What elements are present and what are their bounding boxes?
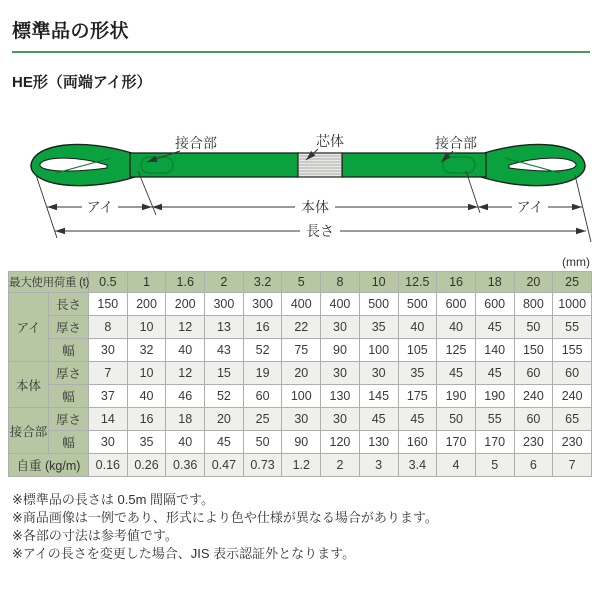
- value-cell: 400: [282, 293, 321, 316]
- footnote: ※標準品の長さは 0.5m 間隔です。: [12, 492, 214, 507]
- value-cell: 4: [437, 454, 476, 477]
- table-row: [9, 408, 592, 431]
- row-label-cell: 幅: [49, 339, 89, 362]
- load-value-header-cell: 5: [282, 272, 321, 293]
- value-cell: 150: [514, 339, 553, 362]
- value-cell: 190: [437, 385, 476, 408]
- row-label-cell: 長さ: [49, 293, 89, 316]
- value-cell: 0.47: [205, 454, 244, 477]
- value-cell: 500: [359, 293, 398, 316]
- value-cell: 500: [398, 293, 437, 316]
- value-cell: 40: [398, 316, 437, 339]
- spec-table: [8, 271, 592, 477]
- value-cell: 3.4: [398, 454, 437, 477]
- unit-note: (mm): [562, 255, 590, 269]
- value-cell: 7: [89, 362, 128, 385]
- row-label-cell: 幅: [49, 431, 89, 454]
- group-label-cell: アイ: [9, 293, 49, 362]
- table-row: [9, 316, 592, 339]
- value-cell: 45: [475, 362, 514, 385]
- value-cell: 30: [359, 362, 398, 385]
- table-footer-row: [9, 454, 592, 477]
- page-title: 標準品の形状: [12, 16, 590, 53]
- value-cell: 45: [359, 408, 398, 431]
- value-cell: 60: [514, 362, 553, 385]
- value-cell: 12: [166, 316, 205, 339]
- value-cell: 20: [205, 408, 244, 431]
- value-cell: 30: [321, 408, 360, 431]
- footnote: ※商品画像は一例であり、形式により色や仕様が異なる場合があります。: [12, 510, 438, 526]
- value-cell: 100: [282, 385, 321, 408]
- value-cell: 240: [553, 385, 592, 408]
- value-cell: 18: [166, 408, 205, 431]
- label-joint-right: 接合部: [435, 135, 477, 151]
- value-cell: 1000: [553, 293, 592, 316]
- core-section: [298, 153, 342, 177]
- value-cell: 60: [514, 408, 553, 431]
- value-cell: 65: [553, 408, 592, 431]
- value-cell: 170: [437, 431, 476, 454]
- value-cell: 10: [127, 316, 166, 339]
- value-cell: 14: [89, 408, 128, 431]
- value-cell: 25: [243, 408, 282, 431]
- row-label-cell: 厚さ: [49, 408, 89, 431]
- value-cell: 240: [514, 385, 553, 408]
- footnotes: [12, 491, 590, 563]
- value-cell: 175: [398, 385, 437, 408]
- load-value-header-cell: 0.5: [89, 272, 128, 293]
- weight-label-cell: 自重 (kg/m): [9, 454, 89, 477]
- value-cell: 50: [437, 408, 476, 431]
- value-cell: 46: [166, 385, 205, 408]
- value-cell: 30: [321, 316, 360, 339]
- row-label-cell: 幅: [49, 385, 89, 408]
- value-cell: 50: [243, 431, 282, 454]
- value-cell: 8: [89, 316, 128, 339]
- value-cell: 52: [205, 385, 244, 408]
- value-cell: 60: [243, 385, 282, 408]
- value-cell: 100: [359, 339, 398, 362]
- label-core: 芯体: [316, 133, 344, 149]
- dim-label-length: 長さ: [306, 223, 334, 239]
- value-cell: 20: [282, 362, 321, 385]
- value-cell: 150: [89, 293, 128, 316]
- value-cell: 30: [89, 431, 128, 454]
- value-cell: 37: [89, 385, 128, 408]
- value-cell: 12: [166, 362, 205, 385]
- footnote: ※アイの長さを変更した場合、JIS 表示認証外となります。: [12, 546, 356, 562]
- row-label-cell: 厚さ: [49, 362, 89, 385]
- value-cell: 40: [166, 431, 205, 454]
- load-value-header-cell: 8: [321, 272, 360, 293]
- value-cell: 40: [437, 316, 476, 339]
- label-joint-left: 接合部: [175, 135, 217, 151]
- value-cell: 300: [243, 293, 282, 316]
- value-cell: 13: [205, 316, 244, 339]
- value-cell: 105: [398, 339, 437, 362]
- value-cell: 230: [553, 431, 592, 454]
- value-cell: 120: [321, 431, 360, 454]
- value-cell: 45: [205, 431, 244, 454]
- value-cell: 32: [127, 339, 166, 362]
- value-cell: 35: [398, 362, 437, 385]
- value-cell: 145: [359, 385, 398, 408]
- value-cell: 10: [127, 362, 166, 385]
- value-cell: 19: [243, 362, 282, 385]
- group-label-cell: 接合部: [9, 408, 49, 454]
- value-cell: 75: [282, 339, 321, 362]
- value-cell: 6: [514, 454, 553, 477]
- value-cell: 800: [514, 293, 553, 316]
- value-cell: 230: [514, 431, 553, 454]
- value-cell: 5: [475, 454, 514, 477]
- load-value-header-cell: 3.2: [243, 272, 282, 293]
- table-row: [9, 385, 592, 408]
- value-cell: 55: [553, 316, 592, 339]
- value-cell: 2: [321, 454, 360, 477]
- load-value-header-cell: 18: [475, 272, 514, 293]
- value-cell: 30: [321, 362, 360, 385]
- load-value-header-cell: 1: [127, 272, 166, 293]
- value-cell: 50: [514, 316, 553, 339]
- group-label-cell: 本体: [9, 362, 49, 408]
- value-cell: 170: [475, 431, 514, 454]
- load-value-header-cell: 2: [205, 272, 244, 293]
- table-row: [9, 293, 592, 316]
- value-cell: 1.2: [282, 454, 321, 477]
- value-cell: 160: [398, 431, 437, 454]
- load-value-header-cell: 16: [437, 272, 476, 293]
- value-cell: 15: [205, 362, 244, 385]
- sling-diagram-svg: [8, 118, 600, 253]
- value-cell: 0.16: [89, 454, 128, 477]
- value-cell: 45: [398, 408, 437, 431]
- value-cell: 200: [127, 293, 166, 316]
- product-type-heading: HE形（両端アイ形）: [12, 74, 152, 91]
- value-cell: 45: [437, 362, 476, 385]
- value-cell: 130: [359, 431, 398, 454]
- value-cell: 52: [243, 339, 282, 362]
- value-cell: 140: [475, 339, 514, 362]
- value-cell: 43: [205, 339, 244, 362]
- dim-label-eye-left: アイ: [86, 199, 114, 215]
- max-load-header-cell: 最大使用荷重 (t): [9, 272, 89, 293]
- value-cell: 0.26: [127, 454, 166, 477]
- value-cell: 600: [475, 293, 514, 316]
- value-cell: 125: [437, 339, 476, 362]
- row-label-cell: 厚さ: [49, 316, 89, 339]
- table-header-row: [9, 272, 592, 293]
- value-cell: 0.36: [166, 454, 205, 477]
- load-value-header-cell: 20: [514, 272, 553, 293]
- value-cell: 200: [166, 293, 205, 316]
- value-cell: 3: [359, 454, 398, 477]
- value-cell: 7: [553, 454, 592, 477]
- value-cell: 60: [553, 362, 592, 385]
- value-cell: 16: [243, 316, 282, 339]
- value-cell: 22: [282, 316, 321, 339]
- value-cell: 190: [475, 385, 514, 408]
- value-cell: 600: [437, 293, 476, 316]
- value-cell: 90: [321, 339, 360, 362]
- value-cell: 0.73: [243, 454, 282, 477]
- dim-label-body: 本体: [301, 199, 329, 215]
- load-value-header-cell: 10: [359, 272, 398, 293]
- load-value-header-cell: 25: [553, 272, 592, 293]
- value-cell: 45: [475, 316, 514, 339]
- value-cell: 16: [127, 408, 166, 431]
- value-cell: 35: [127, 431, 166, 454]
- value-cell: 90: [282, 431, 321, 454]
- dim-label-eye-right: アイ: [516, 199, 544, 215]
- load-value-header-cell: 12.5: [398, 272, 437, 293]
- value-cell: 30: [282, 408, 321, 431]
- value-cell: 35: [359, 316, 398, 339]
- value-cell: 30: [89, 339, 128, 362]
- sling-diagram: [8, 118, 592, 253]
- value-cell: 40: [127, 385, 166, 408]
- value-cell: 55: [475, 408, 514, 431]
- value-cell: 40: [166, 339, 205, 362]
- load-value-header-cell: 1.6: [166, 272, 205, 293]
- value-cell: 155: [553, 339, 592, 362]
- table-row: [9, 339, 592, 362]
- value-cell: 300: [205, 293, 244, 316]
- value-cell: 400: [321, 293, 360, 316]
- table-row: [9, 362, 592, 385]
- footnote: ※各部の寸法は参考値です。: [12, 528, 178, 544]
- value-cell: 130: [321, 385, 360, 408]
- table-row: [9, 431, 592, 454]
